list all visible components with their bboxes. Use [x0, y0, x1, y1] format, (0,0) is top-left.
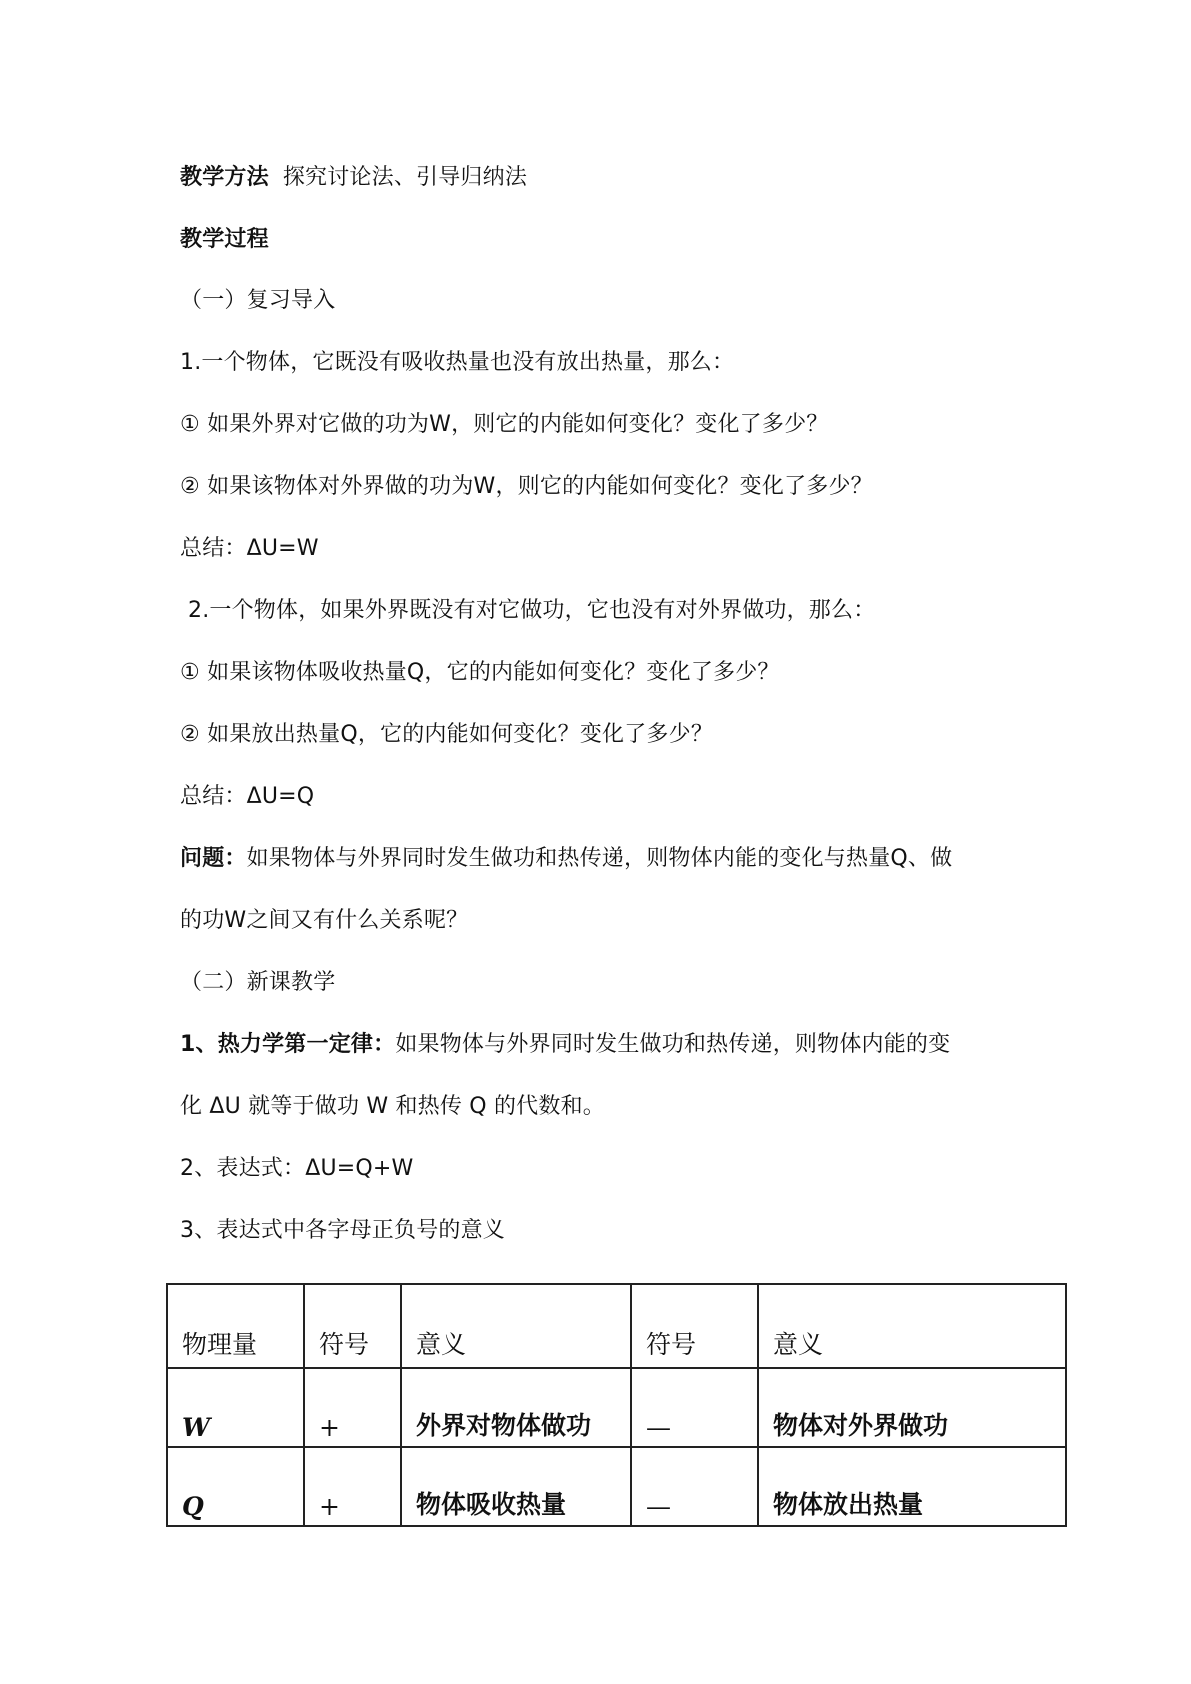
q1-summary: 总结：ΔU=W	[180, 536, 319, 561]
sign-meaning-table	[166, 1283, 1067, 1527]
negative-meaning-cell: 物体放出热量	[758, 1447, 1066, 1526]
question-text-1: 如果物体与外界同时发生做功和热传递，则物体内能的变化与热量Q、做	[246, 846, 953, 871]
header-positive-meaning: 意义	[401, 1284, 631, 1368]
q2-item2: ② 如果放出热量Q，它的内能如何变化？变化了多少？	[180, 722, 714, 747]
question-line1	[180, 844, 952, 874]
q2-intro: 2.一个物体，如果外界既没有对它做功，它也没有对外界做功，那么：	[188, 598, 876, 623]
positive-sign-cell: +	[304, 1368, 401, 1447]
positive-meaning-cell: 物体吸收热量	[401, 1447, 631, 1526]
quantity-cell: W	[167, 1368, 304, 1447]
table-header-row	[167, 1284, 1066, 1368]
positive-sign-cell: +	[304, 1447, 401, 1526]
law-text-1: 如果物体与外界同时发生做功和热传递，则物体内能的变	[395, 1032, 951, 1057]
negative-sign-cell: —	[631, 1368, 758, 1447]
question-label: 问题：	[180, 846, 247, 871]
q2-summary: 总结：ΔU=Q	[180, 784, 315, 809]
teaching-method-value: 探究讨论法、引导归纳法	[282, 165, 528, 190]
positive-meaning-cell: 外界对物体做功	[401, 1368, 631, 1447]
law-label: 1、热力学第一定律：	[180, 1032, 396, 1057]
table-row	[167, 1447, 1066, 1526]
header-quantity: 物理量	[167, 1284, 304, 1368]
quantity-cell: Q	[167, 1447, 304, 1526]
header-negative-sign: 符号	[631, 1284, 758, 1368]
section1-title: （一）复习导入	[180, 288, 336, 313]
header-positive-sign: 符号	[304, 1284, 401, 1368]
process-heading: 教学过程	[180, 227, 269, 252]
section2-title: （二）新课教学	[180, 970, 336, 995]
q1-item2: ② 如果该物体对外界做的功为W，则它的内能如何变化？变化了多少？	[180, 474, 873, 499]
table-row	[167, 1368, 1066, 1447]
q2-item1: ① 如果该物体吸收热量Q，它的内能如何变化？变化了多少？	[180, 660, 780, 685]
expression-line: 2、表达式：ΔU=Q+W	[180, 1156, 414, 1181]
negative-sign-cell: —	[631, 1447, 758, 1526]
sign-meaning-title: 3、表达式中各字母正负号的意义	[180, 1218, 505, 1243]
q1-item1: ① 如果外界对它做的功为W，则它的内能如何变化？变化了多少？	[180, 412, 829, 437]
header-negative-meaning: 意义	[758, 1284, 1066, 1368]
negative-meaning-cell: 物体对外界做功	[758, 1368, 1066, 1447]
q1-intro: 1.一个物体，它既没有吸收热量也没有放出热量，那么：	[180, 350, 735, 375]
teaching-method-label: 教学方法	[180, 165, 269, 190]
teaching-method-line	[180, 163, 527, 193]
law-line1	[180, 1030, 950, 1060]
law-text-2: 化 ΔU 就等于做功 W 和热传 Q 的代数和。	[180, 1094, 605, 1119]
question-text-2: 的功W之间又有什么关系呢？	[180, 908, 469, 933]
